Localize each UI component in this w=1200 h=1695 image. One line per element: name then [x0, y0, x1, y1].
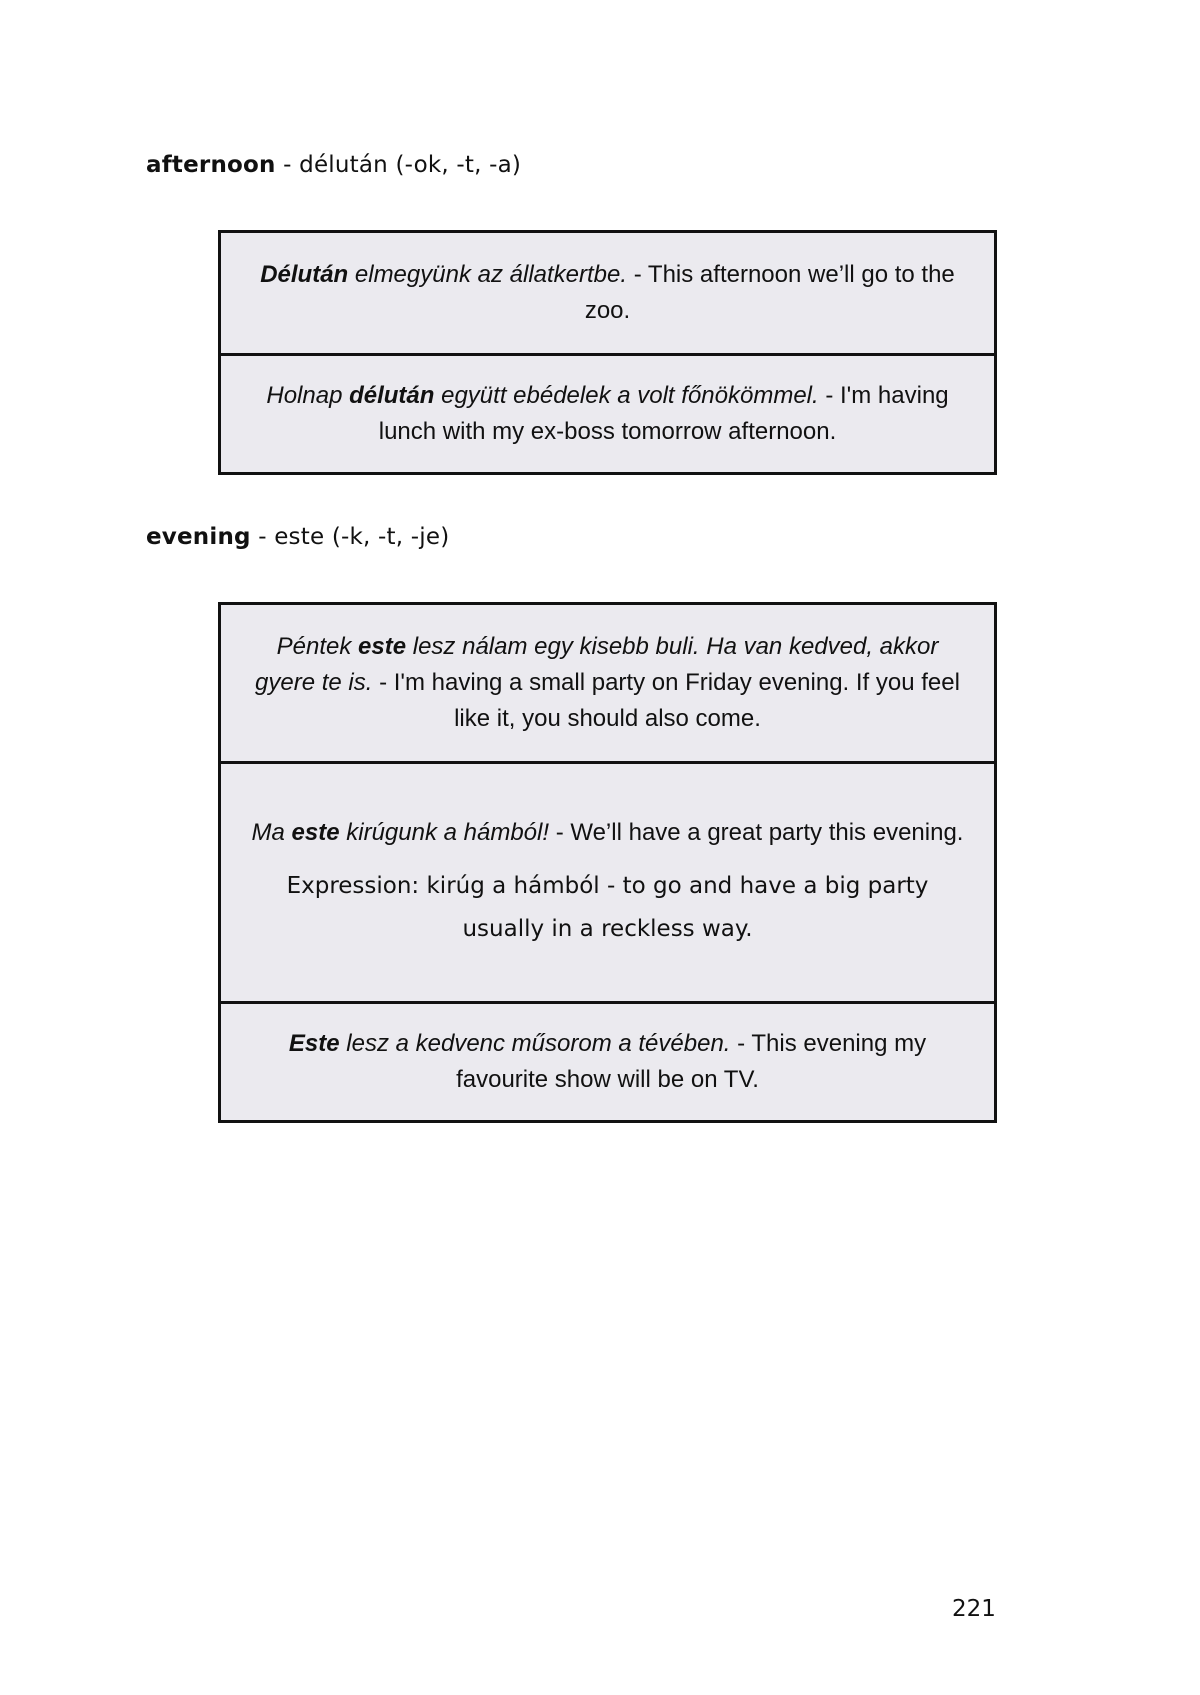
example-sentence [249, 378, 966, 450]
example-keyword: este [291, 818, 340, 846]
example-sentence [249, 257, 966, 329]
example-hu-pre: Péntek [276, 633, 359, 660]
vocab-translation: - este (-k, -t, -je) [250, 524, 450, 550]
expression-note: Expression: kirúg a hámból - to go and have a big party usually in a reckless way. [286, 872, 929, 942]
example-english: - We’ll have a great party this evening. [549, 818, 964, 846]
example-table-afternoon [218, 230, 997, 475]
vocab-term: evening [146, 524, 251, 550]
example-row [221, 1001, 994, 1120]
example-keyword: délután [349, 382, 435, 409]
example-keyword: Este [288, 1030, 340, 1057]
example-keyword: Délután [260, 261, 349, 288]
vocab-heading-afternoon [146, 152, 521, 178]
example-sentence [249, 629, 966, 737]
example-hu-post: elmegyünk az állatkertbe. [348, 261, 628, 288]
example-english: - This evening my favourite show will be on TV. [456, 1030, 927, 1093]
example-table-evening [218, 602, 997, 1123]
example-hu-post: együtt ebédelek a volt főnökömmel. [434, 382, 819, 409]
example-row [221, 605, 994, 761]
example-keyword: este [358, 633, 407, 660]
example-hu-post: kirúgunk a hámból! [339, 818, 550, 846]
vocab-term: afternoon [146, 152, 276, 178]
example-row [221, 761, 994, 1001]
vocab-heading-evening [146, 524, 449, 550]
example-sentence [252, 815, 964, 851]
vocab-translation: - délután (-ok, -t, -a) [275, 152, 522, 178]
example-english: - This afternoon we’ll go to the zoo. [584, 261, 955, 324]
example-hu-pre: Holnap [266, 382, 350, 409]
example-row [221, 233, 994, 353]
example-sentence [249, 1026, 966, 1098]
example-english: - I'm having a small party on Friday evening. If you feel like it, you should also come. [372, 669, 960, 732]
example-hu-pre: Ma [251, 818, 292, 846]
page-number: 221 [952, 1596, 996, 1622]
example-row [221, 353, 994, 472]
example-hu-post: lesz a kedvenc műsorom a tévében. [339, 1030, 731, 1057]
example-english: - I'm having lunch with my ex-boss tomorrow afternoon. [378, 382, 949, 445]
example-hu-post: lesz nálam egy kisebb buli. Ha van kedved, akkor gyere te is. [255, 633, 939, 696]
